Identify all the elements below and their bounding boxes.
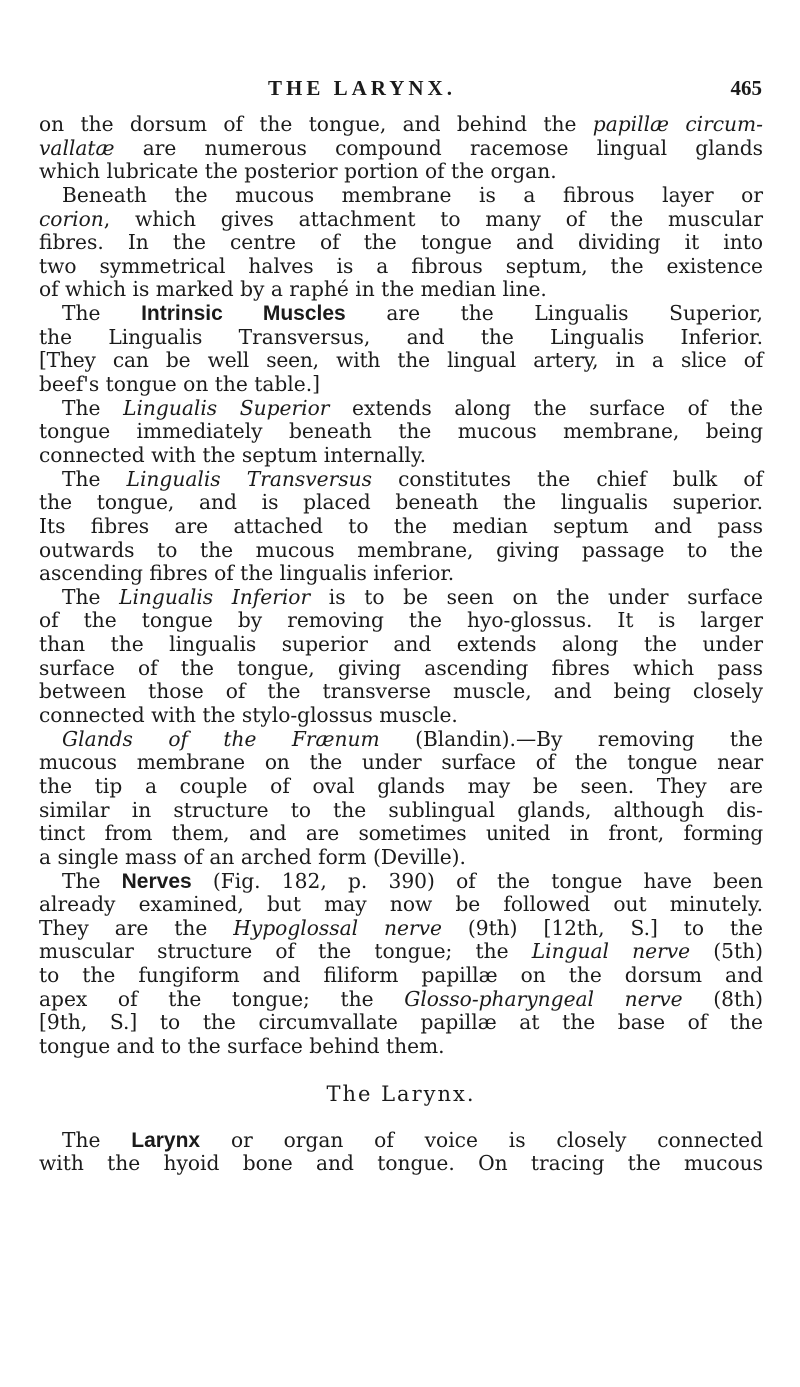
text-line: than the lingualis superior and extends along the under — [39, 632, 763, 657]
text-line: the tip a couple of oval glands may be seen. They are — [39, 773, 763, 798]
text-line: to the fungiform and filiform papillæ on the dorsum and — [39, 963, 763, 988]
text-line: Its fibres are attached to the median septum and pass — [39, 513, 763, 538]
text-line: The Lingualis Inferior is to be seen on the under surface — [62, 584, 763, 609]
term-larynx: Larynx — [131, 1128, 201, 1152]
page-number: 465 — [730, 76, 762, 100]
term-nerves: Nerves — [121, 869, 192, 893]
text-line: the Lingualis Transversus, and the Lingualis Inferior. — [39, 324, 763, 349]
text-line: outwards to the mucous membrane, giving passage to the — [39, 537, 763, 562]
text-line: fibres. In the centre of the tongue and dividing it into — [39, 230, 763, 255]
text-line: The Larynx or organ of voice is closely connected — [62, 1127, 763, 1152]
text-line: with the hyoid bone and tongue. On tracing the mucous — [39, 1151, 763, 1176]
text-line: ascending fibres of the lingualis inferior. — [39, 561, 455, 586]
text-line: vallatæ are numerous compound racemose lingual glands — [39, 135, 763, 160]
body-text — [39, 113, 763, 1176]
text-line: Glands of the Frænum (Blandin).—By removing the — [62, 726, 763, 751]
text-line: which lubricate the posterior portion of the organ. — [39, 159, 557, 184]
text-line: Beneath the mucous membrane is a fibrous layer or — [62, 182, 763, 207]
text-line: similar in structure to the sublingual glands, although dis- — [39, 797, 763, 822]
text-line: the tongue, and is placed beneath the lingualis superior. — [39, 490, 763, 515]
text-line: already examined, but may now be followed out minutely. — [39, 892, 763, 917]
text-line: tongue and to the surface behind them. — [39, 1033, 445, 1058]
term-intrinsic-muscles: Intrinsic Muscles — [141, 302, 346, 326]
text-line: of which is marked by a raphé in the median line. — [39, 277, 547, 302]
text-line: two symmetrical halves is a fibrous septum, the existence — [39, 253, 763, 278]
running-title: THE LARYNX. — [268, 76, 456, 100]
text-line: of the tongue by removing the hyo-glossus. It is larger — [39, 608, 763, 633]
text-line: The Intrinsic Muscles are the Lingualis Superior, — [62, 301, 763, 326]
text-line: connected with the stylo-glossus muscle. — [39, 703, 458, 728]
text-line: between those of the transverse muscle, and being closely — [39, 679, 763, 704]
text-line: surface of the tongue, giving ascending fibres which pass — [39, 655, 763, 680]
text-line: on the dorsum of the tongue, and behind the papillæ circum- — [39, 112, 764, 136]
text-line: [They can be well seen, with the lingual artery, in a slice of — [39, 348, 763, 373]
text-line: They are the Hypoglossal nerve (9th) [12th, S.] to the — [39, 915, 764, 940]
text-line: apex of the tongue; the Glosso-pharyngeal nerve (8th) — [39, 986, 763, 1011]
text-line: tinct from them, and are sometimes united in front, forming — [39, 821, 763, 846]
text-line: beef's tongue on the table.] — [39, 372, 320, 397]
section-heading: The Larynx. — [326, 1081, 476, 1106]
text-line: The Lingualis Transversus constitutes the chief bulk of — [62, 466, 763, 491]
text-line: The Lingualis Superior extends along the surface of the — [62, 395, 763, 420]
page-header — [0, 76, 800, 104]
text-line: [9th, S.] to the circumvallate papillæ at the base of the — [39, 1010, 763, 1035]
text-line: mucous membrane on the under surface of the tongue near — [39, 750, 763, 775]
text-line: corion, which gives attachment to many of the muscular — [39, 206, 763, 231]
text-line: The Nerves (Fig. 182, p. 390) of the tongue have been — [62, 868, 763, 893]
text-line: a single mass of an arched form (Deville). — [39, 844, 466, 869]
text-line: tongue immediately beneath the mucous membrane, being — [39, 419, 763, 444]
text-line: connected with the septum internally. — [39, 442, 427, 467]
text-line: muscular structure of the tongue; the Lingual nerve (5th) — [39, 939, 763, 964]
